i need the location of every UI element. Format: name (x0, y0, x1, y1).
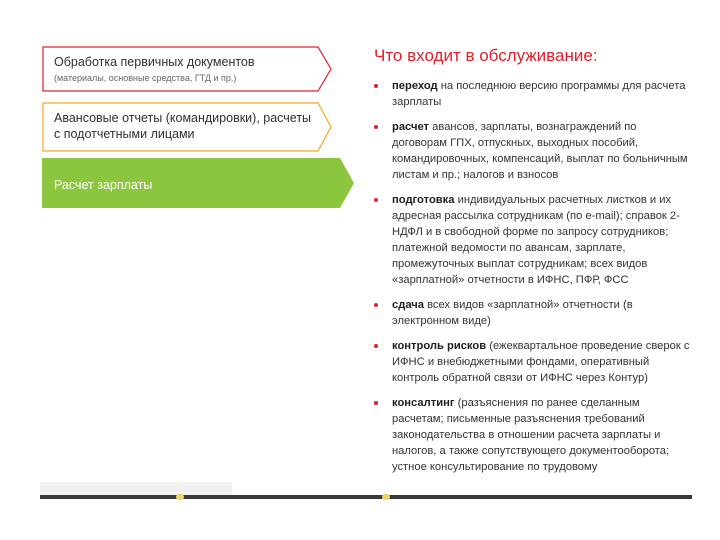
item-text: (ежеквартальное проведение сверок с ИФНС и внебюджетными фондами, оперативный контроль обратной связи от ИФНС через Контур) (392, 340, 690, 384)
tab-advance-reports[interactable] (42, 102, 332, 152)
services-list (374, 78, 694, 475)
bullet-icon (374, 401, 378, 405)
bullet-icon (374, 198, 378, 202)
list-item (374, 338, 694, 386)
list-item (374, 395, 694, 475)
tab-payroll[interactable] (42, 158, 354, 208)
services-heading: Что входит в обслуживание: (374, 46, 598, 65)
bullet-icon (374, 344, 378, 348)
list-item (374, 78, 694, 110)
tab-title: Расчет зарплаты (54, 178, 153, 192)
list-item (374, 192, 694, 288)
item-text: всех видов «зарплатной» отчетности (в электронном виде) (392, 299, 633, 327)
services-panel (374, 46, 694, 484)
item-keyword: подготовка (392, 194, 455, 206)
item-text: (разъяснения по ранее сделанным расчетам; письменные разъяснения требований законодательства в отношении расчета зарплаты и налогов, а также сопутствующего документооборота; устное консультирование по трудовому (392, 397, 670, 473)
tab-title: Авансовые отчеты (командировки), расчеты с подотчетными лицами (54, 111, 312, 141)
item-text: на последнюю версию программы для расчета зарплаты (392, 80, 686, 108)
list-item (374, 297, 694, 329)
item-keyword: консалтинг (392, 397, 455, 409)
item-keyword: переход (392, 80, 438, 92)
footer-strip (40, 482, 232, 495)
decor-dot (176, 494, 184, 500)
bullet-icon (374, 84, 378, 88)
tab-primary-documents[interactable] (42, 46, 332, 92)
tab-title: Обработка первичных документов (54, 55, 255, 69)
item-keyword: контроль рисков (392, 340, 487, 352)
bullet-icon (374, 125, 378, 129)
tab-subtitle: (материалы, основные средства, ГТД и пр.) (54, 73, 237, 83)
decor-dot (382, 494, 390, 500)
bullet-icon (374, 303, 378, 307)
item-keyword: расчет (392, 121, 430, 133)
item-text: индивидуальных расчетных листков и их адресная рассылка сотрудникам (по e-mail); справок 2-НДФЛ и в свободной форме по запросу сотрудников; платежной ведомости по авансам, зарплате, промежуточных выплат сотрудникам; всех видов «зарплатной» отчетности в ИФНС, ПФР, ФСС (392, 194, 680, 286)
item-keyword: сдача (392, 299, 424, 311)
item-text: авансов, зарплаты, вознаграждений по договорам ГПХ, отпускных, выходных пособий, командировочных, компенсаций, выплат по больничным листам и пр.; налогов и взносов (392, 121, 688, 181)
list-item (374, 119, 694, 183)
footer-bar (40, 495, 692, 499)
